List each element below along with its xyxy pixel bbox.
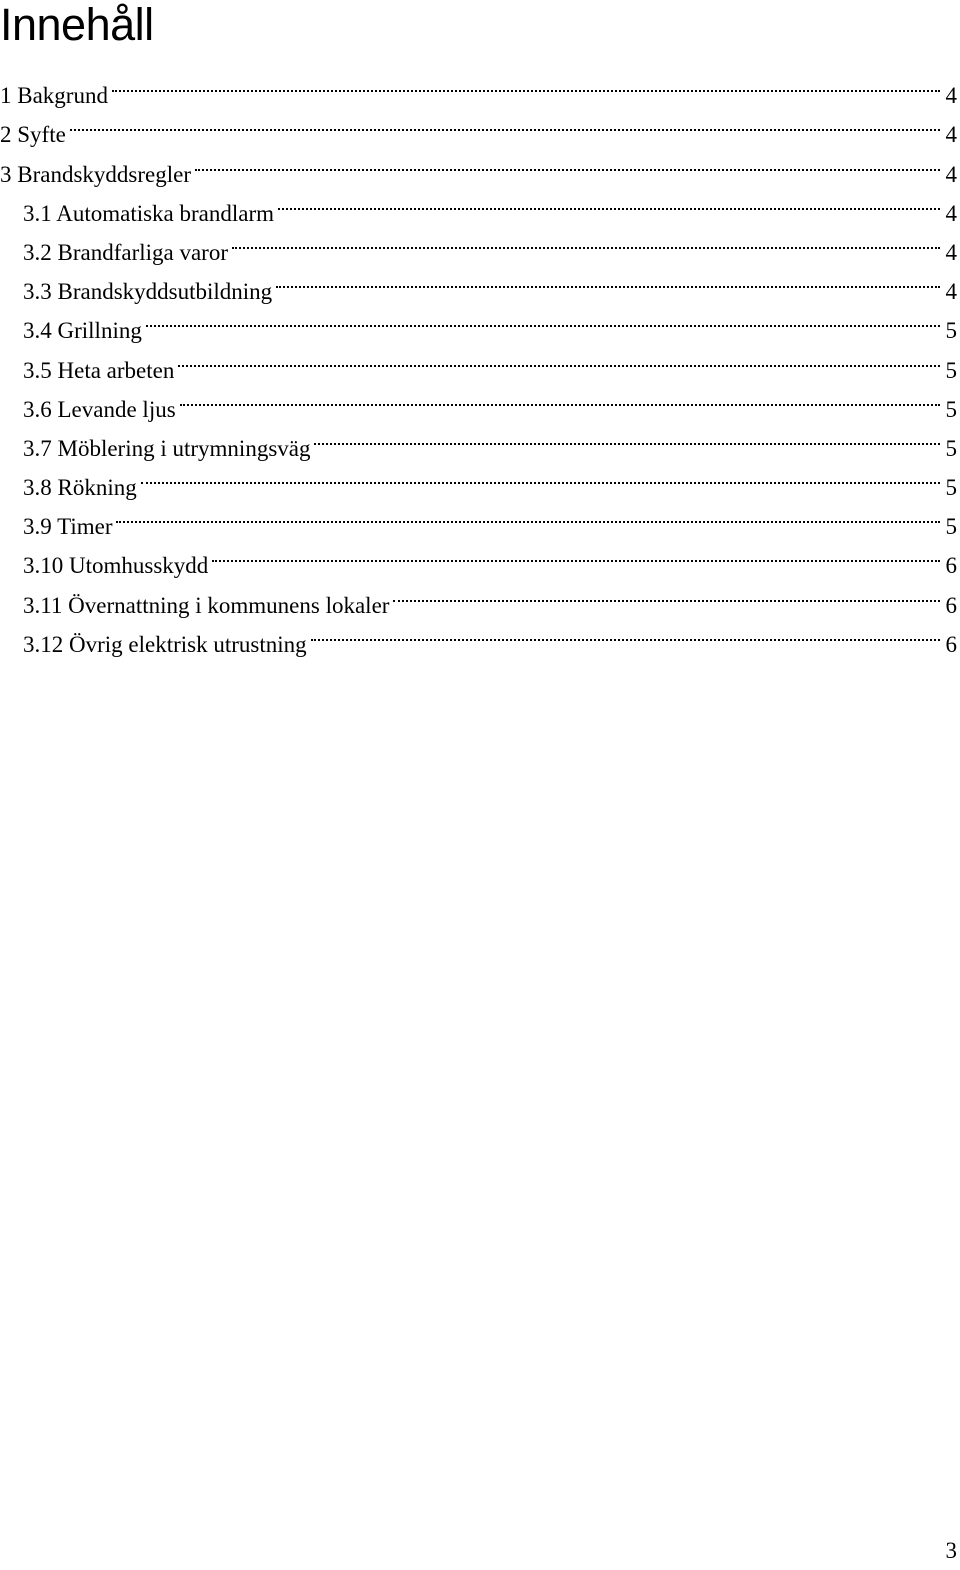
toc-entry-page: 6 [945,592,957,618]
toc-entry-label: 3.3 Brandskyddsutbildning [23,279,273,305]
toc-entry-page: 5 [945,396,957,422]
toc-entry-label: 3.4 Grillning [23,318,142,344]
toc-entry-label: 3.6 Levande ljus [23,396,176,422]
toc-entry[interactable] [0,338,960,383]
toc-entry-page: 4 [945,122,957,148]
toc-entry-page: 5 [945,318,957,344]
toc-entry-page: 5 [945,435,957,461]
toc-dot-leader [146,299,940,338]
toc-dot-leader [212,534,939,573]
toc-dot-leader [314,417,939,456]
toc-entry-label: 2 Syfte [0,122,66,148]
toc-entry-page: 4 [945,200,957,226]
toc-dot-leader [178,338,939,377]
toc-dot-leader [232,221,939,260]
toc-dot-leader [278,182,939,221]
toc-entry-page: 5 [945,475,957,501]
toc-dot-leader [116,495,939,534]
toc-entry[interactable] [0,378,960,422]
toc-entry-label: 3.10 Utomhusskydd [23,553,209,579]
toc-entry[interactable] [0,182,960,226]
toc-entry-label: 3.9 Timer [23,514,113,540]
toc-entry[interactable] [0,573,960,618]
toc-dot-leader [70,103,940,142]
page-title: Innehåll [0,0,154,50]
toc-entry-page: 4 [945,83,957,109]
toc-dot-leader [311,613,940,652]
toc-dot-leader [195,142,940,181]
toc-entry-page: 4 [945,161,957,187]
toc-entry[interactable] [0,613,960,657]
toc-entry[interactable] [0,456,960,501]
toc-entry[interactable] [0,299,960,344]
toc-entry-page: 4 [945,239,957,265]
toc-entry[interactable] [0,534,960,579]
toc-entry-label: 3.8 Rökning [23,475,137,501]
toc-entry-label: 3.5 Heta arbeten [23,357,175,383]
toc-dot-leader [112,64,940,103]
toc-dot-leader [276,260,939,299]
toc-entry-label: 3.1 Automatiska brandlarm [23,200,275,226]
toc-entry-label: 3.11 Övernattning i kommunens lokaler [23,592,390,618]
toc-entry[interactable] [0,64,960,109]
toc-dot-leader [141,456,940,495]
toc-entry-label: 3 Brandskyddsregler [0,161,191,187]
toc-entry-label: 3.2 Brandfarliga varor [23,239,229,265]
toc-entry-page: 6 [945,631,957,657]
toc-dot-leader [180,378,940,417]
toc-entry[interactable] [0,260,960,305]
page-number: 3 [945,1538,957,1563]
toc-entry-label: 1 Bakgrund [0,83,108,109]
toc-entry-label: 3.7 Möblering i utrymningsväg [23,435,311,461]
toc-entry[interactable] [0,417,960,461]
toc-entry-page: 6 [945,553,957,579]
toc-entry[interactable] [0,495,960,540]
toc-entry-page: 4 [945,279,957,305]
table-of-contents [0,64,960,657]
toc-entry[interactable] [0,221,960,265]
toc-entry-label: 3.12 Övrig elektrisk utrustning [23,631,307,657]
toc-entry[interactable] [0,103,960,148]
toc-entry-page: 5 [945,357,957,383]
toc-entry[interactable] [0,142,960,187]
toc-dot-leader [393,573,939,612]
toc-entry-page: 5 [945,514,957,540]
